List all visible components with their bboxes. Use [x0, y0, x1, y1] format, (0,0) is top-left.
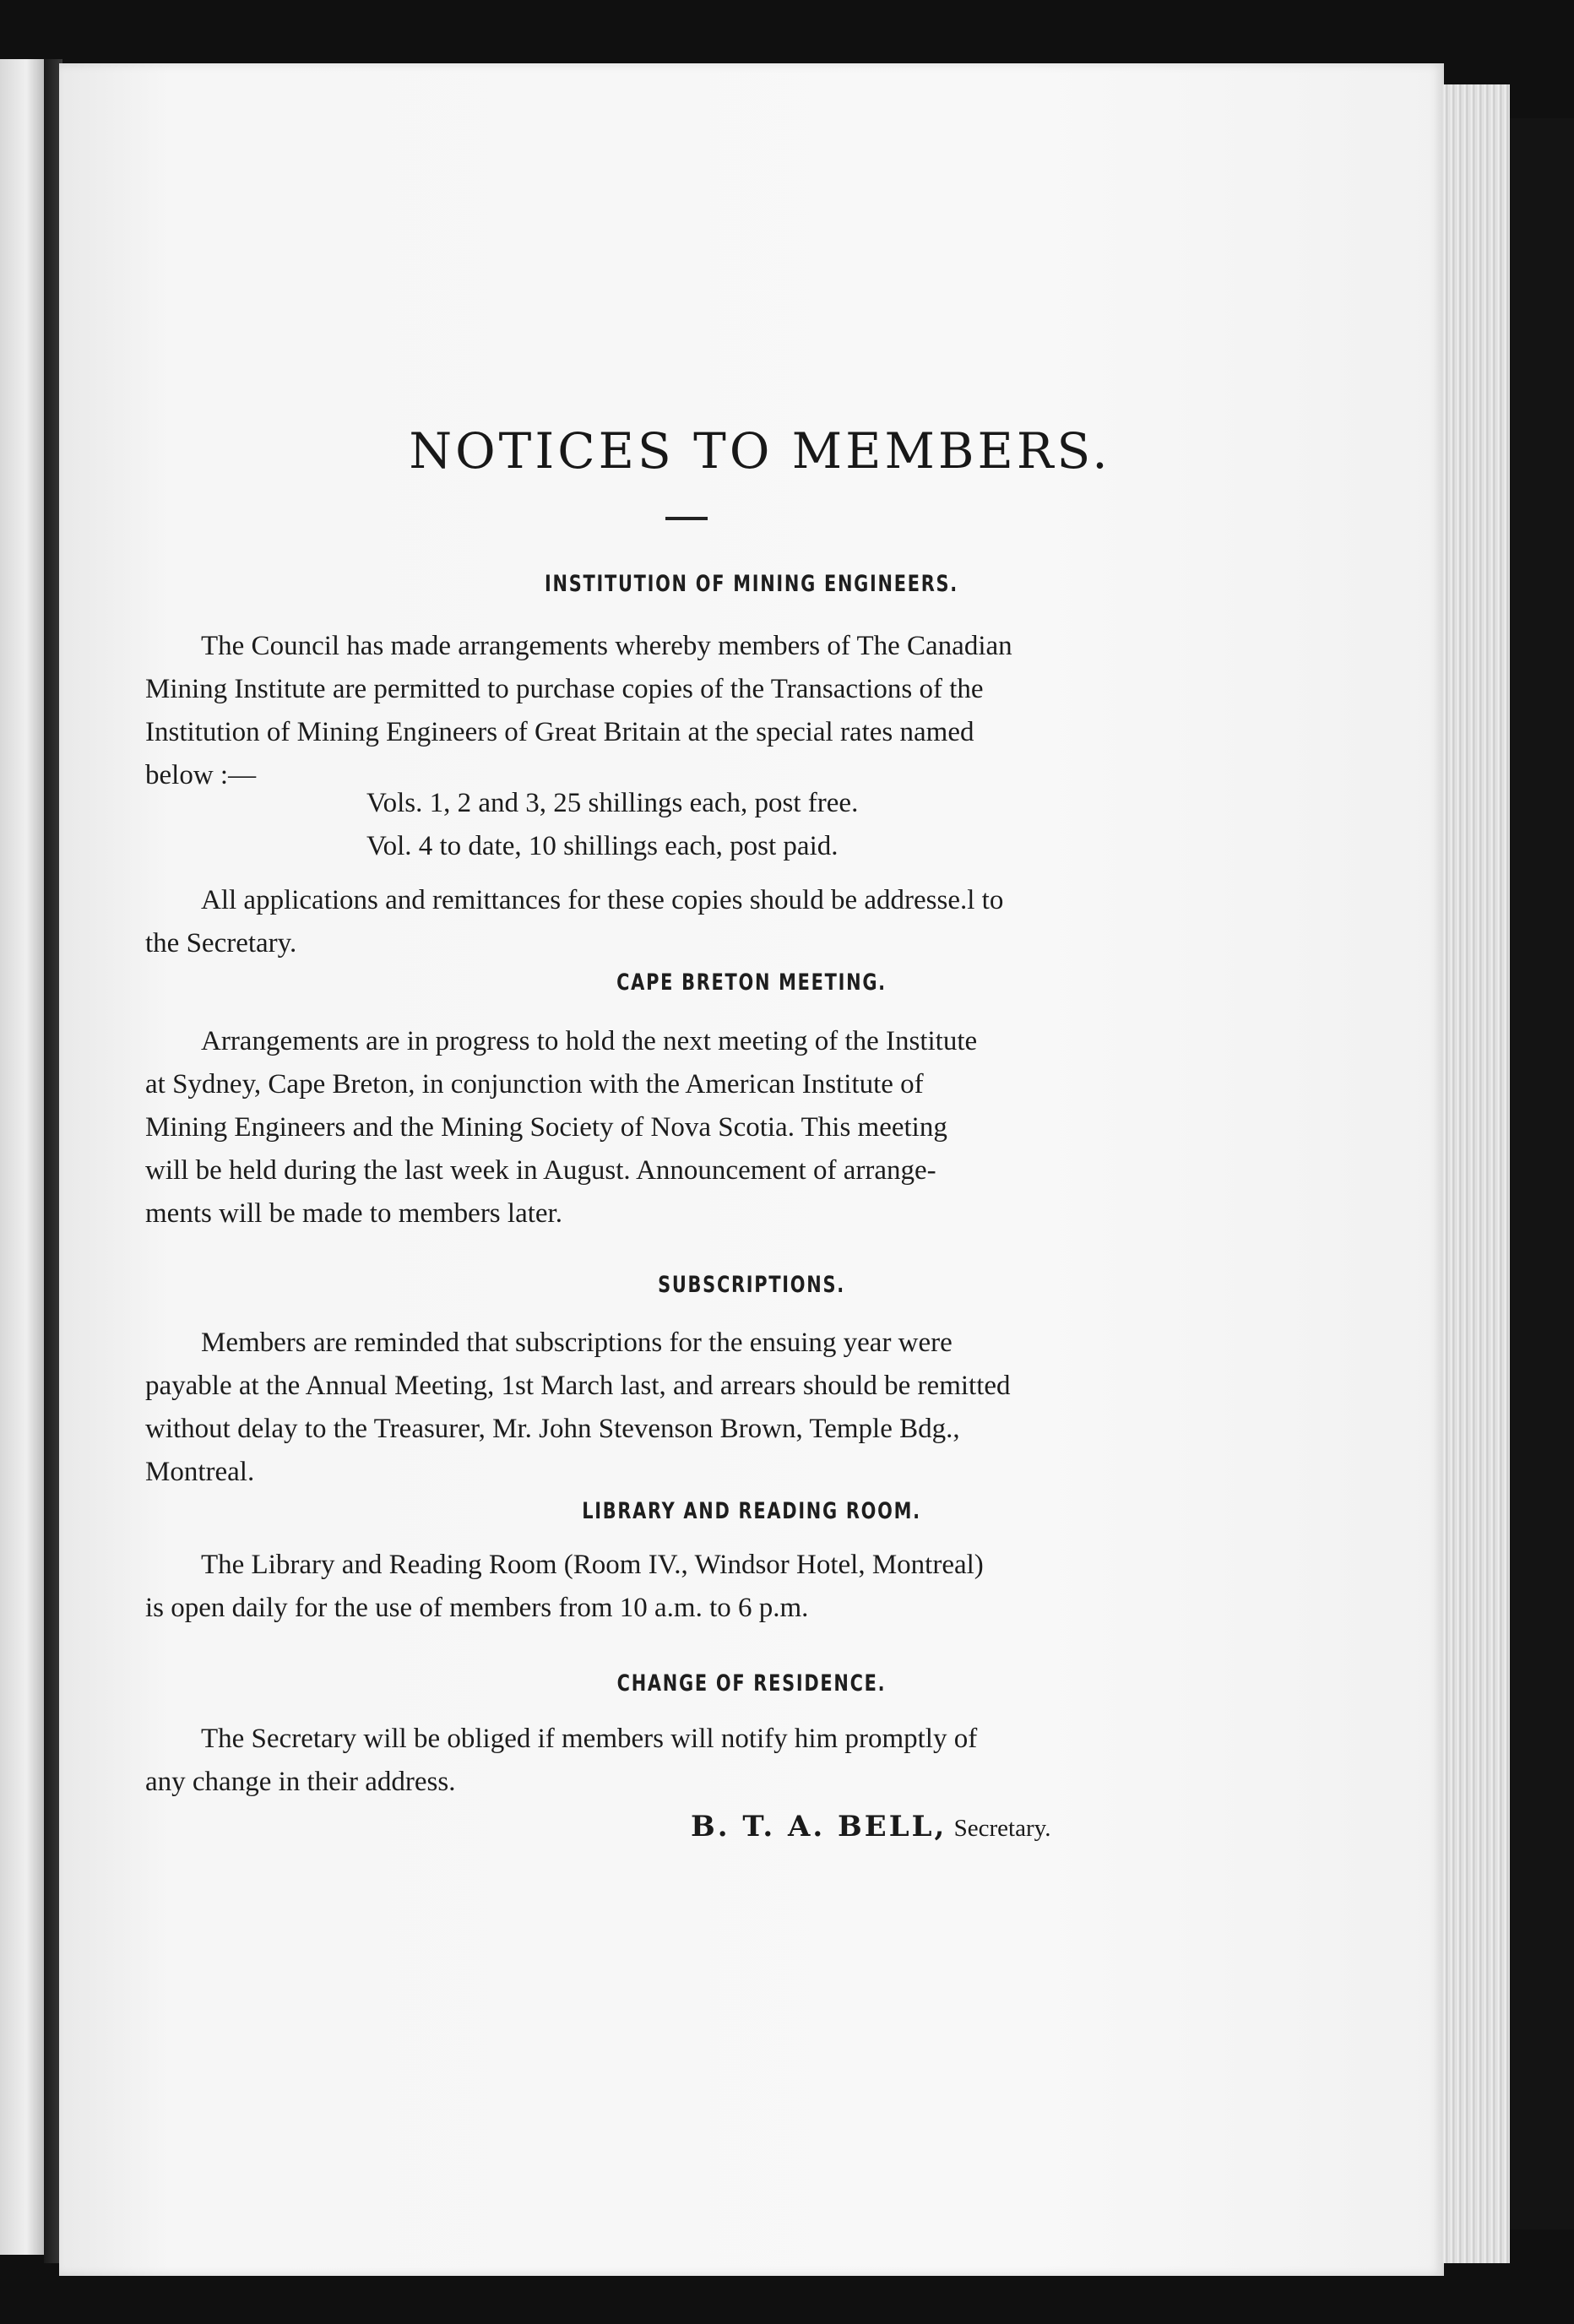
heading-residence: CHANGE OF RESIDENCE. [616, 1670, 887, 1697]
text-line: Mining Engineers and the Mining Society of Nova Scotia. This meeting [145, 1112, 947, 1143]
page-title: NOTICES TO MEMBERS. [409, 422, 1111, 480]
paragraph-subscriptions [145, 1322, 1216, 1494]
heading-cape-breton: CAPE BRETON MEETING. [616, 969, 887, 996]
text-line: The Library and Reading Room (Room IV., Windsor Hotel, Montreal) [201, 1550, 984, 1580]
title-rule [665, 517, 708, 520]
text-line: at Sydney, Cape Breton, in conjunction with the American Institute of [145, 1069, 924, 1100]
heading-institution: INSTITUTION OF MINING ENGINEERS. [545, 571, 958, 597]
text-line: below :— [145, 760, 257, 790]
heading-library: LIBRARY AND READING ROOM. [582, 1498, 921, 1524]
text-line: payable at the Annual Meeting, 1st March last, and arrears should be remitted [145, 1371, 1011, 1401]
text-line: without delay to the Treasurer, Mr. John Stevenson Brown, Temple Bdg., [145, 1414, 960, 1444]
text-line: Members are reminded that subscriptions for the ensuing year were [201, 1328, 953, 1358]
text-line: is open daily for the use of members from 10 a.m. to 6 p.m. [145, 1593, 809, 1623]
left-page-edge [0, 59, 44, 2255]
text-line: The Secretary will be obliged if members will notify him promptly of [201, 1724, 978, 1754]
paragraph-cape-breton [145, 1020, 1216, 1235]
page-stack-edge [1442, 84, 1510, 2263]
text-line: ments will be made to members later. [145, 1198, 562, 1229]
paragraph-residence [145, 1718, 1216, 1804]
signature [691, 1810, 1050, 1843]
text-line: All applications and remittances for these copies should be addresse.l to [201, 885, 1004, 915]
paragraph-institution [145, 625, 1216, 797]
text-line: The Council has made arrangements whereby members of The Canadian [201, 631, 1012, 661]
text-line: Mining Institute are permitted to purchase copies of the Transactions of the [145, 674, 984, 704]
rate-line-vol-4: Vol. 4 to date, 10 shillings each, post paid. [366, 831, 839, 861]
heading-subscriptions: SUBSCRIPTIONS. [658, 1272, 845, 1298]
signature-title: Secretary. [953, 1815, 1051, 1842]
rate-line-vols-1-3: Vols. 1, 2 and 3, 25 shillings each, post free. [366, 788, 859, 818]
text-line: any change in their address. [145, 1767, 456, 1797]
paragraph-library [145, 1544, 1216, 1630]
text-line: Arrangements are in progress to hold the next meeting of the Institute [201, 1026, 978, 1056]
signature-name: B. T. A. BELL, [691, 1810, 947, 1843]
background-shadow [1510, 118, 1574, 2229]
paragraph-applications [145, 879, 1216, 965]
text-line: Montreal. [145, 1457, 255, 1487]
text-line: the Secretary. [145, 928, 297, 958]
text-line: will be held during the last week in August. Announcement of arrange- [145, 1155, 936, 1186]
text-line: Institution of Mining Engineers of Great Britain at the special rates named [145, 717, 974, 747]
